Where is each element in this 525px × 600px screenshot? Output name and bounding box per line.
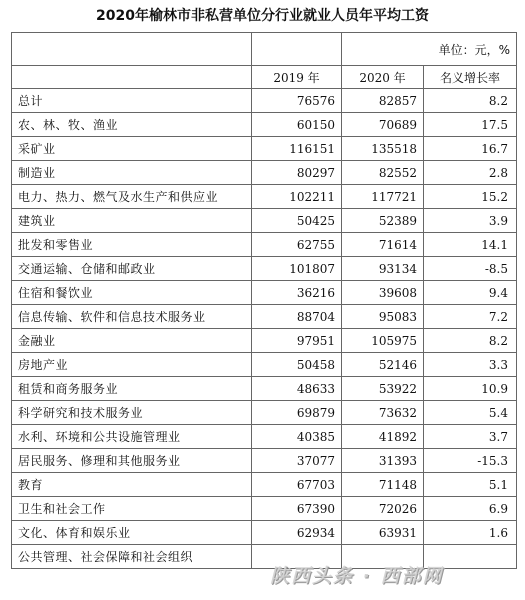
- row-value-2019: 88704: [252, 305, 342, 329]
- row-industry-name: 教育: [12, 473, 252, 497]
- table-row: [12, 89, 517, 113]
- table-row: [12, 233, 517, 257]
- row-growth-rate: 15.2: [424, 185, 517, 209]
- row-growth-rate: 5.1: [424, 473, 517, 497]
- row-industry-name: 房地产业: [12, 353, 252, 377]
- header-row: [12, 66, 517, 89]
- row-value-2020: 82857: [342, 89, 424, 113]
- table-row: [12, 305, 517, 329]
- row-value-2019: 37077: [252, 449, 342, 473]
- table-row: [12, 281, 517, 305]
- row-value-2020: 63931: [342, 521, 424, 545]
- row-growth-rate: -15.3: [424, 449, 517, 473]
- table-row: [12, 257, 517, 281]
- watermark-logo: [270, 561, 515, 591]
- row-industry-name: 金融业: [12, 329, 252, 353]
- table-row: [12, 497, 517, 521]
- row-value-2019: 60150: [252, 113, 342, 137]
- row-value-2019: 62755: [252, 233, 342, 257]
- row-value-2019: 76576: [252, 89, 342, 113]
- table-row: [12, 425, 517, 449]
- table-row: [12, 401, 517, 425]
- row-industry-name: 居民服务、修理和其他服务业: [12, 449, 252, 473]
- table-row: [12, 521, 517, 545]
- row-growth-rate: 6.9: [424, 497, 517, 521]
- row-value-2020: 71614: [342, 233, 424, 257]
- row-industry-name: 建筑业: [12, 209, 252, 233]
- table-row: [12, 353, 517, 377]
- row-value-2019: 67703: [252, 473, 342, 497]
- row-value-2020: 41892: [342, 425, 424, 449]
- column-header-rate: 名义增长率: [424, 66, 517, 89]
- wage-table: [11, 32, 517, 569]
- row-value-2020: 105975: [342, 329, 424, 353]
- unit-label: 单位：元，%: [342, 33, 517, 66]
- row-growth-rate: 2.8: [424, 161, 517, 185]
- table-row: [12, 185, 517, 209]
- row-industry-name: 租赁和商务服务业: [12, 377, 252, 401]
- row-growth-rate: 17.5: [424, 113, 517, 137]
- table-title: 2020年榆林市非私营单位分行业就业人员年平均工资: [96, 8, 429, 24]
- row-industry-name: 总计: [12, 89, 252, 113]
- row-value-2019: 97951: [252, 329, 342, 353]
- table-row: [12, 329, 517, 353]
- row-industry-name: 农、林、牧、渔业: [12, 113, 252, 137]
- row-value-2020: 135518: [342, 137, 424, 161]
- row-value-2020: 70689: [342, 113, 424, 137]
- row-industry-name: 科学研究和技术服务业: [12, 401, 252, 425]
- row-industry-name: 信息传输、软件和信息技术服务业: [12, 305, 252, 329]
- row-industry-name: 文化、体育和娱乐业: [12, 521, 252, 545]
- row-growth-rate: 10.9: [424, 377, 517, 401]
- unit-row: [12, 33, 517, 66]
- row-value-2019: 80297: [252, 161, 342, 185]
- row-value-2020: 39608: [342, 281, 424, 305]
- row-value-2020: 52146: [342, 353, 424, 377]
- table-row: [12, 161, 517, 185]
- row-value-2019: 50425: [252, 209, 342, 233]
- row-industry-name: 批发和零售业: [12, 233, 252, 257]
- row-value-2020: 52389: [342, 209, 424, 233]
- row-value-2019: 40385: [252, 425, 342, 449]
- row-growth-rate: 9.4: [424, 281, 517, 305]
- row-value-2019: 69879: [252, 401, 342, 425]
- table-row: [12, 449, 517, 473]
- row-growth-rate: 8.2: [424, 329, 517, 353]
- row-value-2020: 93134: [342, 257, 424, 281]
- row-value-2019: 102211: [252, 185, 342, 209]
- row-growth-rate: 7.2: [424, 305, 517, 329]
- row-value-2020: 82552: [342, 161, 424, 185]
- row-value-2019: 36216: [252, 281, 342, 305]
- watermark-text: 陕西头条 · 西部网: [270, 565, 444, 587]
- row-growth-rate: 14.1: [424, 233, 517, 257]
- row-industry-name: 公共管理、社会保障和社会组织: [12, 545, 252, 569]
- row-value-2019: 62934: [252, 521, 342, 545]
- row-value-2019: 101807: [252, 257, 342, 281]
- table-row: [12, 113, 517, 137]
- table-row: [12, 137, 517, 161]
- row-industry-name: 电力、热力、燃气及水生产和供应业: [12, 185, 252, 209]
- row-growth-rate: 5.4: [424, 401, 517, 425]
- row-growth-rate: 1.6: [424, 521, 517, 545]
- row-industry-name: 水利、环境和公共设施管理业: [12, 425, 252, 449]
- row-value-2019: 48633: [252, 377, 342, 401]
- row-value-2020: 72026: [342, 497, 424, 521]
- row-growth-rate: 3.7: [424, 425, 517, 449]
- column-header-2019: 2019 年: [252, 66, 342, 89]
- row-growth-rate: 3.3: [424, 353, 517, 377]
- row-industry-name: 制造业: [12, 161, 252, 185]
- row-value-2020: 71148: [342, 473, 424, 497]
- row-growth-rate: -8.5: [424, 257, 517, 281]
- column-header-2020: 2020 年: [342, 66, 424, 89]
- row-value-2020: 73632: [342, 401, 424, 425]
- row-value-2019: 67390: [252, 497, 342, 521]
- row-growth-rate: 8.2: [424, 89, 517, 113]
- row-value-2019: 116151: [252, 137, 342, 161]
- row-industry-name: 交通运输、仓储和邮政业: [12, 257, 252, 281]
- row-value-2020: 31393: [342, 449, 424, 473]
- row-industry-name: 卫生和社会工作: [12, 497, 252, 521]
- row-value-2020: 53922: [342, 377, 424, 401]
- row-value-2019: 50458: [252, 353, 342, 377]
- table-row: [12, 473, 517, 497]
- row-growth-rate: 16.7: [424, 137, 517, 161]
- row-value-2020: 117721: [342, 185, 424, 209]
- row-value-2020: 95083: [342, 305, 424, 329]
- row-industry-name: 住宿和餐饮业: [12, 281, 252, 305]
- table-row: [12, 377, 517, 401]
- table-row: [12, 209, 517, 233]
- row-industry-name: 采矿业: [12, 137, 252, 161]
- row-growth-rate: 3.9: [424, 209, 517, 233]
